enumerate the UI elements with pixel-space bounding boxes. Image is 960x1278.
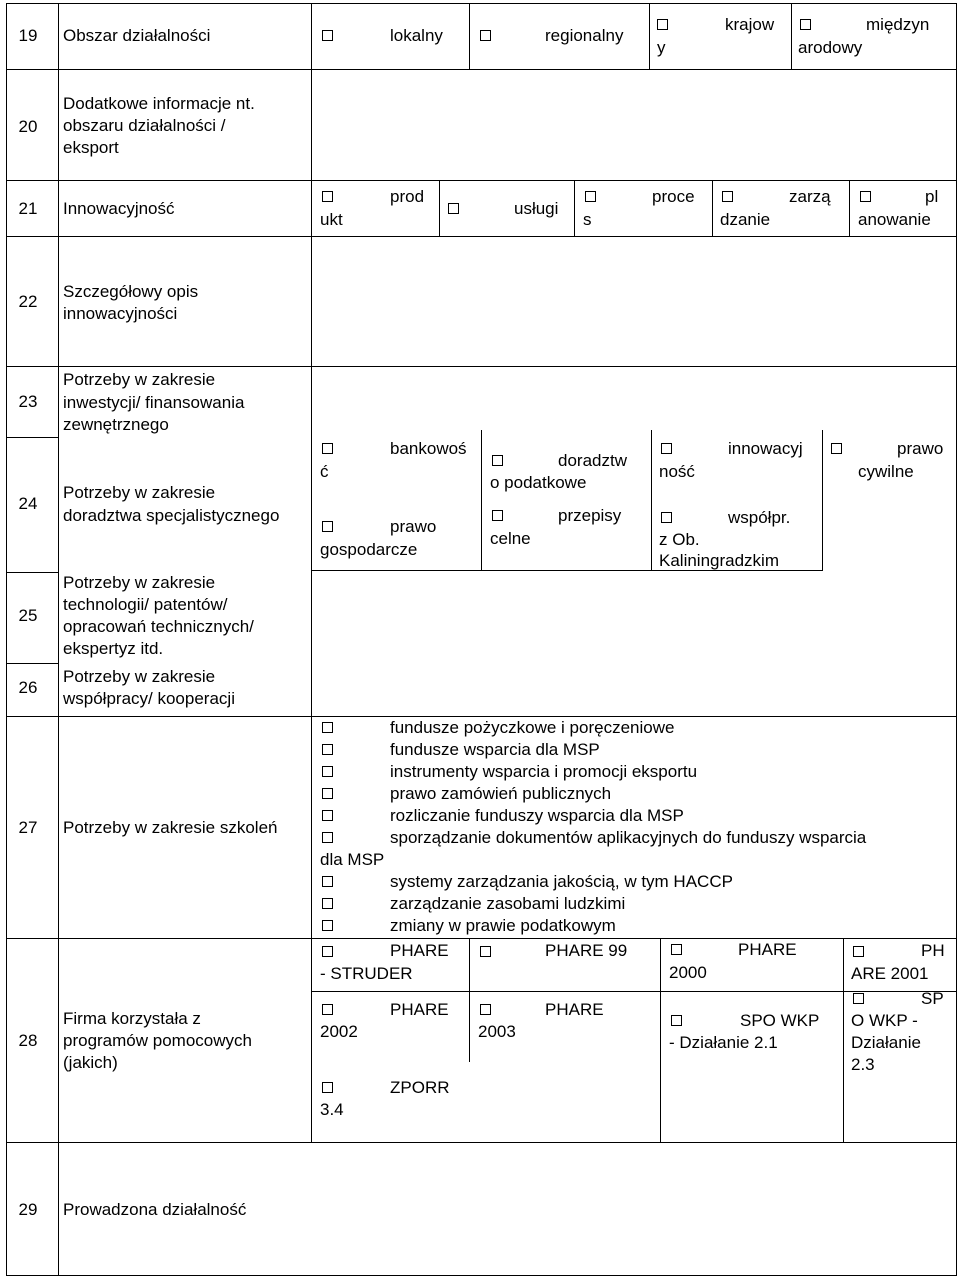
option-label: Kaliningradzkim xyxy=(659,551,779,570)
checkbox-zporr-3-4[interactable] xyxy=(322,1082,333,1093)
checkbox-lokalny[interactable] xyxy=(322,30,333,41)
field-label: inwestycji/ finansowania xyxy=(63,393,245,412)
field-label: Potrzeby w zakresie xyxy=(63,573,216,592)
option-label: usługi xyxy=(514,199,559,218)
program-label: - Działanie 2.1 xyxy=(669,1033,778,1052)
row-number: 28 xyxy=(18,1031,38,1050)
checkbox-phare-2000[interactable] xyxy=(671,944,682,955)
checkbox-training-5[interactable] xyxy=(322,810,333,821)
checkbox-doradztwo-podatkowe[interactable] xyxy=(492,455,503,466)
program-label: ZPORR xyxy=(390,1078,450,1097)
field-label: obszaru działalności / xyxy=(63,116,226,135)
field-label: Potrzeby w zakresie xyxy=(63,667,216,686)
option-label: prod xyxy=(390,187,425,206)
option-label: anowanie xyxy=(858,210,931,229)
option-label: bankowoś xyxy=(390,439,467,458)
checkbox-training-1[interactable] xyxy=(322,722,333,733)
checkbox-produkt[interactable] xyxy=(322,191,333,202)
option-label: cywilne xyxy=(858,462,914,481)
checkbox-prawo-cywilne[interactable] xyxy=(831,443,842,454)
field-label: ekspertyz itd. xyxy=(63,639,164,658)
row-number: 19 xyxy=(18,26,38,45)
checkbox-bankowosc[interactable] xyxy=(322,443,333,454)
row-number: 29 xyxy=(18,1200,38,1219)
option-label: zarzą xyxy=(789,187,831,206)
program-label: 2000 xyxy=(669,963,707,982)
option-label: z Ob. xyxy=(659,530,700,549)
checkbox-planowanie[interactable] xyxy=(860,191,871,202)
program-label: SPO WKP xyxy=(740,1011,820,1030)
program-label: PHARE xyxy=(545,1000,604,1019)
field-label: doradztwa specjalistycznego xyxy=(63,506,280,525)
field-label: Potrzeby w zakresie xyxy=(63,370,216,389)
program-label: PHARE xyxy=(390,941,449,960)
option-label: krajow xyxy=(725,15,775,34)
field-label: technologii/ patentów/ xyxy=(63,595,228,614)
program-label: PH xyxy=(921,941,945,960)
row-number: 20 xyxy=(18,117,38,136)
checkbox-training-6[interactable] xyxy=(322,832,333,843)
field-label: Obszar działalności xyxy=(63,26,211,45)
checkbox-regionalny[interactable] xyxy=(480,30,491,41)
field-label: eksport xyxy=(63,138,119,157)
option-label: pl xyxy=(925,187,939,206)
training-label: zmiany w prawie podatkowym xyxy=(390,916,616,935)
checkbox-phare-2002[interactable] xyxy=(322,1004,333,1015)
checkbox-training-9[interactable] xyxy=(322,920,333,931)
field-label: Potrzeby w zakresie xyxy=(63,483,216,502)
option-label: arodowy xyxy=(798,38,863,57)
option-label: dzanie xyxy=(720,210,771,229)
field-label: Dodatkowe informacje nt. xyxy=(63,94,255,113)
checkbox-training-3[interactable] xyxy=(322,766,333,777)
field-label: (jakich) xyxy=(63,1053,118,1072)
field-label: Firma korzystała z xyxy=(63,1009,201,1028)
checkbox-training-8[interactable] xyxy=(322,898,333,909)
option-label: celne xyxy=(490,529,531,548)
training-label: zarządzanie zasobami ludzkimi xyxy=(390,894,626,913)
checkbox-prawo-gospodarcze[interactable] xyxy=(322,521,333,532)
training-label: fundusze wsparcia dla MSP xyxy=(390,740,600,759)
program-label: Działanie xyxy=(851,1033,921,1052)
option-label: proce xyxy=(652,187,695,206)
option-label: s xyxy=(583,210,592,229)
checkbox-proces[interactable] xyxy=(585,191,596,202)
option-label: ność xyxy=(659,462,695,481)
checkbox-training-7[interactable] xyxy=(322,876,333,887)
row-number: 23 xyxy=(18,392,38,411)
checkbox-krajowy[interactable] xyxy=(657,19,668,30)
program-label: PHARE xyxy=(738,940,797,959)
option-label: międzyn xyxy=(866,15,930,34)
checkbox-zarzadzanie[interactable] xyxy=(722,191,733,202)
option-label: przepisy xyxy=(558,506,622,525)
training-label: sporządzanie dokumentów aplikacyjnych do funduszy wsparcia xyxy=(390,828,867,847)
program-label: PHARE xyxy=(390,1000,449,1019)
option-label: ukt xyxy=(320,210,343,229)
option-label: prawo xyxy=(897,439,944,458)
training-label: dla MSP xyxy=(320,850,385,869)
checkbox-phare-2001[interactable] xyxy=(853,946,864,957)
program-label: ARE 2001 xyxy=(851,964,929,983)
checkbox-wspolpraca-kaliningrad[interactable] xyxy=(661,512,672,523)
training-label: prawo zamówień publicznych xyxy=(390,784,612,803)
training-label: fundusze pożyczkowe i poręczeniowe xyxy=(390,718,675,737)
option-label: ć xyxy=(320,462,329,481)
checkbox-miedzynarodowy[interactable] xyxy=(800,19,811,30)
checkbox-phare-99[interactable] xyxy=(480,946,491,957)
row-number: 24 xyxy=(18,494,38,513)
row-number: 25 xyxy=(18,606,38,625)
field-label: Potrzeby w zakresie szkoleń xyxy=(63,818,278,837)
option-label: y xyxy=(657,38,666,57)
training-label: rozliczanie funduszy wsparcia dla MSP xyxy=(390,806,684,825)
option-label: gospodarcze xyxy=(320,540,418,559)
checkbox-training-4[interactable] xyxy=(322,788,333,799)
field-label: Prowadzona działalność xyxy=(63,1200,247,1219)
program-label: 2003 xyxy=(478,1022,516,1041)
training-label: systemy zarządzania jakością, w tym HACCP xyxy=(390,872,733,891)
field-label: współpracy/ kooperacji xyxy=(63,689,235,708)
row-number: 27 xyxy=(18,818,38,837)
field-label: opracowań technicznych/ xyxy=(63,617,254,636)
checkbox-phare-2003[interactable] xyxy=(480,1004,491,1015)
option-label: współpr. xyxy=(728,508,791,527)
program-label: 2.3 xyxy=(851,1055,875,1074)
row-number: 21 xyxy=(18,199,38,218)
checkbox-training-2[interactable] xyxy=(322,744,333,755)
option-label: regionalny xyxy=(545,26,624,45)
field-label: zewnętrznego xyxy=(63,415,169,434)
program-label: - STRUDER xyxy=(320,964,413,983)
option-label: doradztw xyxy=(558,451,627,470)
option-label: lokalny xyxy=(390,26,443,45)
row-number: 22 xyxy=(18,292,38,311)
program-label: 3.4 xyxy=(320,1100,344,1119)
program-label: SP xyxy=(921,989,944,1008)
program-label: PHARE 99 xyxy=(545,941,628,960)
field-label: Szczegółowy opis xyxy=(63,282,199,301)
field-label: programów pomocowych xyxy=(63,1031,252,1050)
option-label: innowacyj xyxy=(728,439,803,458)
program-label: 2002 xyxy=(320,1022,358,1041)
checkbox-phare-struder[interactable] xyxy=(322,946,333,957)
option-label: prawo xyxy=(390,517,437,536)
checkbox-spo-wkp-2-3[interactable] xyxy=(853,993,864,1004)
field-label: Innowacyjność xyxy=(63,199,175,218)
option-label: o podatkowe xyxy=(490,473,587,492)
program-label: O WKP - xyxy=(851,1011,918,1030)
training-label: instrumenty wsparcia i promocji eksportu xyxy=(390,762,698,781)
field-label: innowacyjności xyxy=(63,304,178,323)
checkbox-uslugi[interactable] xyxy=(448,203,459,214)
checkbox-spo-wkp-2-1[interactable] xyxy=(671,1015,682,1026)
row-number: 26 xyxy=(18,678,38,697)
checkbox-przepisy-celne[interactable] xyxy=(492,510,503,521)
checkbox-innowacyjnosc[interactable] xyxy=(661,443,672,454)
